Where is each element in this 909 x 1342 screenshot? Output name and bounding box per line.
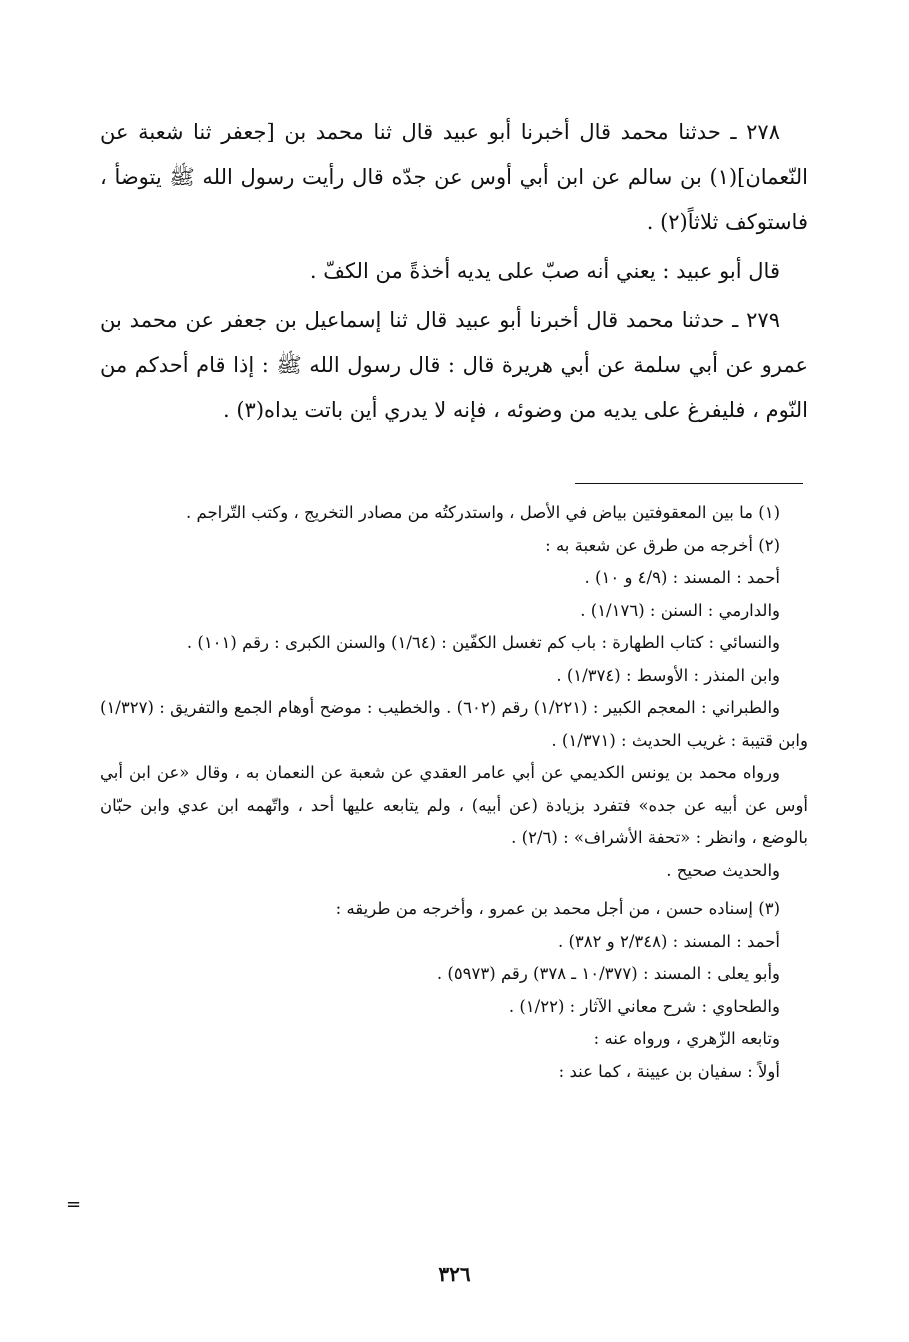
footnote-3-line: أولاً : سفيان بن عيينة ، كما عند : <box>558 1061 780 1081</box>
footnote-2-line: والحديث صحيح . <box>666 860 780 880</box>
footnote-2-line: وابن المنذر : الأوسط : (١/٣٧٤) . <box>556 665 780 685</box>
footnotes <box>100 497 808 1088</box>
footnote-1: (١) ما بين المعقوفتين بياض في الأصل ، واستدركتُه من مصادر التخريج ، وكتب التّراجم . <box>186 503 780 522</box>
page-number: ٣٢٦ <box>438 1262 471 1286</box>
main-text <box>100 110 808 433</box>
abu-ubaid-comment: قال أبو عبيد : يعني أنه صبّ على يديه أخذةً من الكفّ . <box>309 259 780 283</box>
footnote-2-line: والدارمي : السنن : (١/١٧٦) . <box>580 600 780 620</box>
footnote-2-intro: (٢) أخرجه من طرق عن شعبة به : <box>545 535 780 555</box>
continuation-mark: = <box>66 1194 82 1215</box>
footnote-2-line: أحمد : المسند : (٤/٩ و ١٠) . <box>584 568 780 587</box>
footnote-3-line: والطحاوي : شرح معاني الآثار : (١/٢٢) . <box>508 996 780 1016</box>
footnote-2-line: والنسائي : كتاب الطهارة : باب كم تغسل الكفّين : (١/٦٤) والسنن الكبرى : رقم (١٠١) . <box>186 633 780 652</box>
footnote-separator <box>575 483 803 484</box>
footnote-3-line: أحمد : المسند : (٢/٣٤٨ و ٣٨٢) . <box>557 931 780 951</box>
hadith-278: ٢٧٨ ـ حدثنا محمد قال أخبرنا أبو عبيد قال ثنا محمد بن [جعفر ثنا شعبة عن النّعمان](١) بن سالم عن ابن أبي أوس عن جدّه قال رأيت رسول الله ﷺ يتوضأ ، فاستوكف ثلاثاً(٢) . <box>100 120 808 234</box>
hadith-279: ٢٧٩ ـ حدثنا محمد قال أخبرنا أبو عبيد قال ثنا إسماعيل بن جعفر عن محمد بن عمرو عن أبي سلمة عن أبي هريرة قال : قال رسول الله ﷺ : إذا قام أحدكم من النّوم ، فليفرغ على يديه من وضوئه ، فإنه لا يدري أين باتت يداه(٣) . <box>100 308 808 422</box>
footnote-3-line: وأبو يعلى : المسند : (١٠/٣٧٧ ـ ٣٧٨) رقم (٥٩٧٣) . <box>436 964 780 983</box>
footnote-2-line: والطبراني : المعجم الكبير : (١/٢٢١) رقم (٦٠٢) . والخطيب : موضح أوهام الجمع والتفريق : (١/٣٢٧) وابن قتيبة : غريب الحديث : (١/٣٧١) . <box>100 698 808 750</box>
footnote-2-line: ورواه محمد بن يونس الكديمي عن أبي عامر العقدي عن شعبة عن النعمان به ، وقال «عن ابن أبي أوس عن أبيه عن جده» فتفرد بزيادة (عن أبيه) ، ولم يتابعه عليها أحد ، واتّهمه ابن عدي وابن حبّان بالوضع ، وانظر : «تحفة الأشراف» : (٢/٦) . <box>100 763 808 847</box>
footnote-3-intro: (٣) إسناده حسن ، من أجل محمد بن عمرو ، وأخرجه من طريقه : <box>335 899 780 918</box>
footnote-3-line: وتابعه الزّهري ، ورواه عنه : <box>593 1029 780 1048</box>
